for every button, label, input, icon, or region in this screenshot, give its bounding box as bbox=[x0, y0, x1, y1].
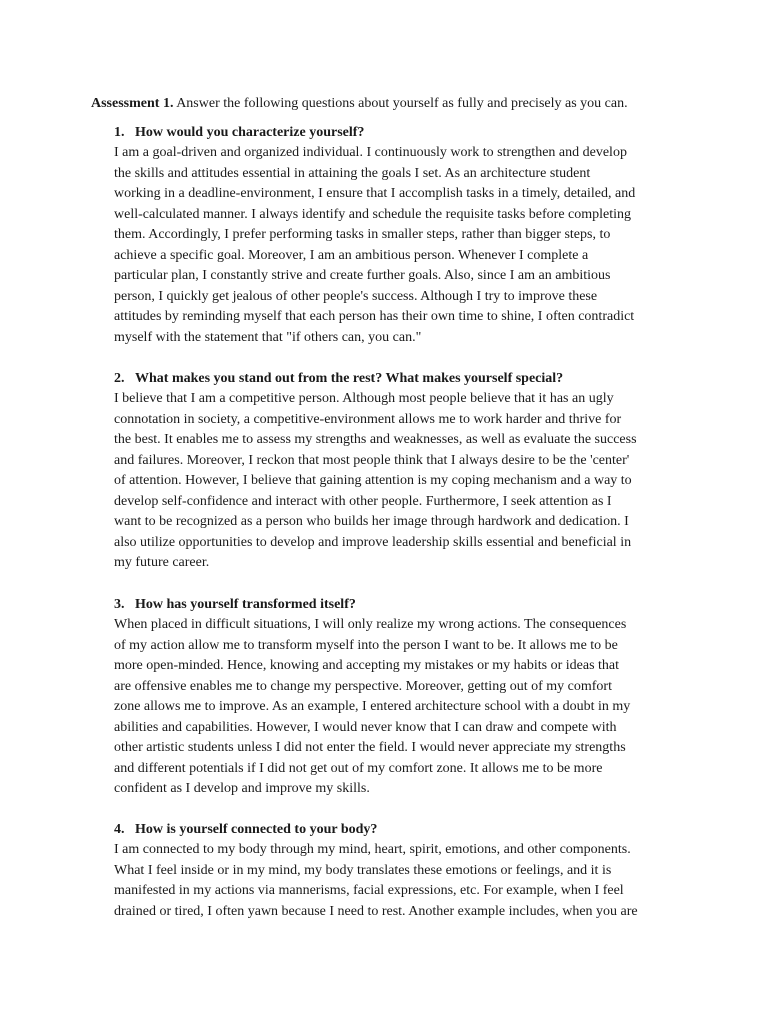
question-3-heading bbox=[114, 595, 754, 615]
answer-line: I believe that I am a competitive person. Although most people believe that it has an ugly bbox=[114, 391, 614, 406]
question-4-heading bbox=[114, 820, 754, 840]
answer-line: When placed in difficult situations, I will only realize my wrong actions. The consequences bbox=[114, 617, 627, 632]
answer-line: drained or tired, I often yawn because I need to rest. Another example includes, when you are bbox=[114, 903, 638, 919]
answer-line: working in a deadline-environment, I ensure that I accomplish tasks in a timely, detailed, and bbox=[114, 186, 636, 202]
answer-line: the best. It enables me to assess my strengths and weaknesses, as well as evaluate the success bbox=[114, 432, 637, 448]
instructions-text: Answer the following questions about yourself as fully and precisely as you can. bbox=[176, 96, 628, 111]
assessment-instructions bbox=[91, 94, 731, 114]
answer-3 bbox=[114, 615, 714, 800]
answer-line: abilities and capabilities. However, I would never know that I can draw and compete with bbox=[114, 719, 617, 735]
answer-line: develop self-confidence and interact with other people. Furthermore, I seek attention as I bbox=[114, 493, 612, 509]
answer-line: myself with the statement that "if others can, you can." bbox=[114, 329, 422, 345]
answer-line: and different potentials if I did not get out of my comfort zone. It allows me to be more bbox=[114, 760, 603, 776]
question-text: How would you characterize yourself? bbox=[135, 125, 365, 140]
answer-line: achieve a specific goal. Moreover, I am an ambitious person. Whenever I complete a bbox=[114, 247, 589, 263]
answer-line: manifested in my actions via mannerisms, facial expressions, etc. For example, when I feel bbox=[114, 883, 624, 899]
answer-4 bbox=[114, 840, 714, 922]
answer-line: I am a goal-driven and organized individual. I continuously work to strengthen and develop bbox=[114, 145, 627, 160]
question-text: What makes you stand out from the rest? What makes yourself special? bbox=[135, 371, 564, 386]
answer-line: are offensive enables me to change my perspective. Moreover, getting out of my comfort bbox=[114, 678, 612, 694]
assessment-label: Assessment 1. bbox=[91, 96, 174, 111]
question-number: 3. bbox=[114, 597, 125, 612]
answer-line: particular plan, I constantly strive and create further goals. Also, since I am an ambitious bbox=[114, 268, 611, 284]
answer-line: want to be recognized as a person who builds her image through hardwork and dedication. I bbox=[114, 514, 629, 530]
answer-line: of attention. However, I believe that gaining attention is my coping mechanism and a way to bbox=[114, 473, 632, 489]
answer-line: more open-minded. Hence, knowing and accepting my mistakes or my habits or ideas that bbox=[114, 658, 620, 674]
answer-line: What I feel inside or in my mind, my body translates these emotions or feelings, and it is bbox=[114, 862, 612, 878]
question-2-heading bbox=[114, 369, 754, 389]
answer-line: I am connected to my body through my mind, heart, spirit, emotions, and other components. bbox=[114, 842, 631, 857]
question-number: 4. bbox=[114, 822, 125, 837]
question-number: 1. bbox=[114, 125, 125, 140]
question-text: How is yourself connected to your body? bbox=[135, 822, 378, 837]
answer-line: other artistic students unless I did not enter the field. I would never appreciate my strengths bbox=[114, 740, 626, 756]
answer-line: confident as I develop and improve my skills. bbox=[114, 781, 370, 797]
answer-line: and failures. Moreover, I reckon that most people think that I always desire to be the 'center' bbox=[114, 452, 630, 468]
question-text: How has yourself transformed itself? bbox=[135, 597, 356, 612]
question-1-heading bbox=[114, 123, 754, 143]
answer-1 bbox=[114, 143, 714, 348]
answer-line: zone allows me to improve. As an example, I entered architecture school with a doubt in my bbox=[114, 699, 631, 715]
question-number: 2. bbox=[114, 371, 125, 386]
answer-line: my future career. bbox=[114, 555, 210, 571]
answer-line: also utilize opportunities to develop and improve leadership skills essential and beneficial in bbox=[114, 534, 632, 550]
answer-line: connotation in society, a competitive-environment allows me to work harder and thrive for bbox=[114, 411, 622, 427]
answer-line: them. Accordingly, I prefer performing tasks in smaller steps, rather than bigger steps, to bbox=[114, 227, 611, 243]
answer-2 bbox=[114, 389, 714, 574]
answer-line: of my action allow me to transform myself into the person I want to be. It allows me to be bbox=[114, 637, 618, 653]
answer-line: attitudes by reminding myself that each person has their own time to shine, I often contradict bbox=[114, 309, 635, 325]
answer-line: person, I quickly get jealous of other people's success. Although I try to improve these bbox=[114, 288, 598, 304]
answer-line: well-calculated manner. I always identify and schedule the requisite tasks before completing bbox=[114, 206, 632, 222]
answer-line: the skills and attitudes essential in attaining the goals I set. As an architecture student bbox=[114, 165, 591, 181]
